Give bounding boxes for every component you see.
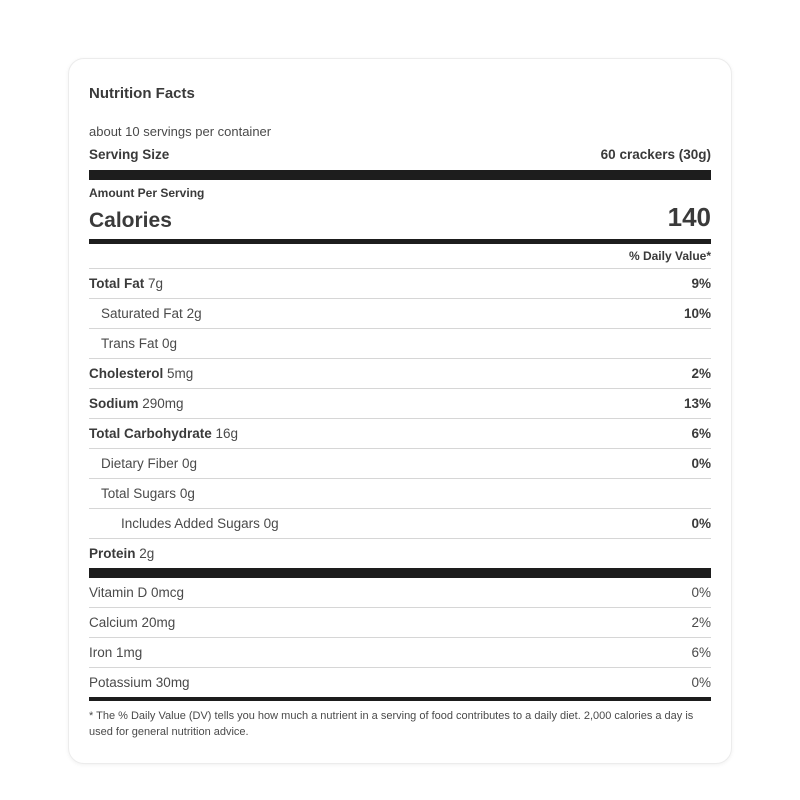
nutrient-name: Trans Fat — [101, 336, 159, 351]
nutrient-row-protein — [89, 538, 711, 568]
vitamin-dv: 0% — [691, 585, 711, 600]
nutrient-row-trans-fat — [89, 328, 711, 358]
nutrient-row-sodium — [89, 388, 711, 418]
vitamin-row-calcium — [89, 607, 711, 637]
divider-bar-thick-bottom — [89, 568, 711, 578]
nutrient-dv: 10% — [683, 306, 711, 321]
vitamin-name-amount — [89, 615, 175, 630]
vitamin-row-iron — [89, 637, 711, 667]
nutrient-amount: 16g — [215, 426, 239, 441]
nutrient-name: Dietary Fiber — [101, 456, 179, 471]
nutrient-dv: 13% — [683, 396, 711, 411]
vitamin-name-amount — [89, 645, 142, 660]
vitamin-dv: 2% — [691, 615, 711, 630]
vitamin-name: Calcium — [89, 615, 138, 630]
vitamin-name-amount — [89, 675, 190, 690]
nutrient-amount: 2g — [139, 546, 155, 561]
nutrient-list — [89, 268, 711, 568]
nutrient-name: Protein — [89, 546, 136, 561]
calories-label: Calories — [89, 209, 172, 232]
nutrient-row-added-sugars — [89, 508, 711, 538]
nutrient-name-amount — [89, 306, 202, 321]
vitamin-name: Iron — [89, 645, 113, 660]
servings-per-container: about 10 servings per container — [89, 124, 272, 139]
nutrient-amount: 5mg — [167, 366, 194, 381]
amount-per-serving-label: Amount Per Serving — [89, 186, 205, 200]
nutrient-name: Total Carbohydrate — [89, 426, 212, 441]
daily-value-header: % Daily Value* — [628, 249, 711, 263]
nutrient-name-amount — [89, 546, 154, 561]
serving-size-value: 60 crackers (30g) — [600, 147, 711, 162]
serving-size-label: Serving Size — [89, 147, 170, 162]
nutrient-name-amount — [89, 456, 197, 471]
vitamin-amount: 20mg — [141, 615, 176, 630]
nutrient-name: Total Sugars — [101, 486, 177, 501]
vitamin-row-potassium — [89, 667, 711, 697]
vitamin-list — [89, 578, 711, 697]
nutrient-amount: 7g — [148, 276, 164, 291]
nutrient-row-total-fat — [89, 268, 711, 298]
nutrient-amount: 2g — [186, 306, 202, 321]
nutrition-facts-title: Nutrition Facts — [89, 85, 195, 102]
nutrient-dv: 0% — [691, 516, 711, 531]
vitamin-row-vitamin-d — [89, 578, 711, 607]
nutrient-name: Total Fat — [89, 276, 145, 291]
divider-bar-thick-top — [89, 170, 711, 180]
vitamin-amount: 0mcg — [151, 585, 185, 600]
nutrient-dv: 9% — [691, 276, 711, 291]
nutrient-name-amount — [89, 366, 193, 381]
daily-value-footnote: * The % Daily Value (DV) tells you how much a nutrient in a serving of food contributes to a daily diet. 2,000 calories a day is used for general nutrition advice. — [89, 710, 694, 738]
nutrition-facts-label — [68, 58, 732, 764]
nutrient-row-dietary-fiber — [89, 448, 711, 478]
nutrient-row-saturated-fat — [89, 298, 711, 328]
nutrient-dv: 6% — [691, 426, 711, 441]
vitamin-dv: 0% — [691, 675, 711, 690]
nutrient-dv: 2% — [691, 366, 711, 381]
vitamin-amount: 1mg — [116, 645, 143, 660]
nutrient-row-cholesterol — [89, 358, 711, 388]
vitamin-name: Potassium — [89, 675, 153, 690]
nutrient-name: Sodium — [89, 396, 139, 411]
nutrient-name-amount — [89, 426, 238, 441]
vitamin-name-amount — [89, 585, 184, 600]
nutrient-amount: 0g — [263, 516, 279, 531]
nutrient-row-total-sugars — [89, 478, 711, 508]
nutrient-amount: 0g — [179, 486, 195, 501]
nutrient-name: Saturated Fat — [101, 306, 183, 321]
nutrient-amount: 0g — [162, 336, 178, 351]
nutrient-name-amount — [89, 336, 177, 351]
vitamin-amount: 30mg — [155, 675, 190, 690]
nutrient-name-amount — [89, 276, 163, 291]
calories-value: 140 — [667, 202, 711, 232]
nutrient-name-amount — [89, 396, 184, 411]
vitamin-dv: 6% — [691, 645, 711, 660]
nutrient-name-amount — [89, 516, 279, 531]
nutrient-name-amount — [89, 486, 195, 501]
nutrient-amount: 290mg — [142, 396, 184, 411]
serving-size-row — [89, 143, 711, 170]
nutrient-name: Cholesterol — [89, 366, 164, 381]
vitamin-name: Vitamin D — [89, 585, 148, 600]
nutrient-row-total-carbohydrate — [89, 418, 711, 448]
calories-row — [89, 200, 711, 239]
nutrient-dv: 0% — [691, 456, 711, 471]
nutrient-amount: 0g — [182, 456, 198, 471]
nutrient-name: Includes Added Sugars — [121, 516, 260, 531]
